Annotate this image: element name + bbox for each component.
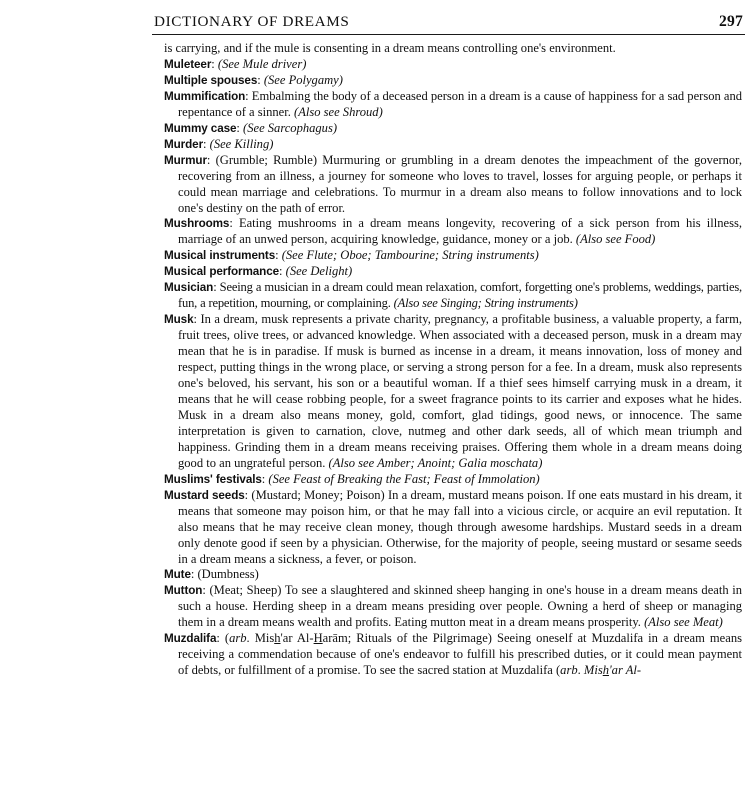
entry-body: is carrying, and if the mule is consenting in a dream means controlling one's environment. xyxy=(164,41,616,55)
headword-separator: : xyxy=(193,312,201,327)
entry-musical-performance xyxy=(164,264,742,280)
transliteration-part-b: 'ar Al- xyxy=(280,631,314,646)
entry-body: (Dumbness) xyxy=(197,567,259,582)
entry-murder xyxy=(164,137,742,153)
headword: Musk xyxy=(164,313,194,327)
underlined-h: h xyxy=(274,631,281,646)
entry-mummification xyxy=(164,89,742,121)
entry-body: (Meat; Sheep) To see a slaughtered and skinned sheep hanging in one's house in a dream means death in such a house. Herding sheep in a dream means presiding over people. Owning a herd of sheep or managing them in a dream means wealth and profits. Eating mutton meat in a dream means prosperity. xyxy=(178,583,743,630)
headword: Murder xyxy=(164,137,204,151)
transliteration-part-c: arām; Rituals of the Pilgrimage) xyxy=(322,631,497,646)
entry-muslims-festivals xyxy=(164,472,742,488)
entry-musical-instruments xyxy=(164,248,742,264)
running-head xyxy=(152,13,745,35)
headword: Musical performance xyxy=(164,265,280,279)
cross-reference: (See Delight) xyxy=(285,264,353,279)
headword-separator: : xyxy=(245,88,252,103)
headword-separator: : xyxy=(229,216,239,231)
cross-reference: (Also see Amber; Anoint; Galia moschata) xyxy=(328,455,543,470)
entry-muzdalifa xyxy=(164,631,742,679)
headword: Multiple spouses xyxy=(164,73,258,87)
tail-paren: ( xyxy=(555,663,561,678)
headword-separator: : xyxy=(190,567,198,582)
header-rule xyxy=(152,34,745,35)
headword: Muslims' festivals xyxy=(164,472,262,486)
tail-underlined-h: h xyxy=(602,663,609,678)
headword: Musician xyxy=(164,281,214,295)
entry-mutton xyxy=(164,583,742,631)
entry-mustard-seeds xyxy=(164,488,742,568)
tail-transliteration-b: 'ar Al- xyxy=(609,663,642,678)
headword: Mutton xyxy=(164,584,203,598)
tail-dot: . xyxy=(577,663,584,678)
headword-separator: : xyxy=(202,583,210,598)
cross-reference: (See Flute; Oboe; Tambourine; String instruments) xyxy=(281,248,539,263)
cross-reference: (See Sarcophagus) xyxy=(243,120,338,135)
entry-body: Seeing a musician in a dream could mean relaxation, comfort, forgetting one's problems, weddings, parties, fun, a repetition, mourning, or complaining. xyxy=(178,280,743,311)
cross-reference: (See Polygamy) xyxy=(263,72,343,87)
headword-separator: : xyxy=(206,152,216,167)
cross-reference: (See Feast of Breaking the Fast; Feast of Immolation) xyxy=(268,471,540,486)
entry-body: In a dream, musk represents a private charity, pregnancy, a profitable business, a valuable property, a farm, fruit trees, olive trees, or advanced knowledge. When associated with a deceased person, musk in a dream may mean that he is in paradise. If musk is burned as incense in a dream, it means innovation, loss of money and respect, putting things in the wrong place, or serving a strong person for a fee. In a dream, musk also represents one's beloved, his servant, his son or a beautiful woman. If a thief sees himself carrying musk in a dream, it means that he will cease robbing people, for a sweet fragrance points to its carrier and exposes what he hides. Musk in a dream also means money, gold, comfort, glad tidings, good news, or innocence. The same interpretation is given to carnation, clove, nutmeg and other dark seeds, all of which mean triumph and happiness. Grinding them in a dream means receiving praises. Offering them whole in a dream means doing good to an ungrateful person. xyxy=(178,312,742,470)
cross-reference: (Also see Meat) xyxy=(644,615,723,630)
entry-multiple-spouses xyxy=(164,73,742,89)
paren-open: ( xyxy=(224,631,230,646)
cross-reference: (See Mule driver) xyxy=(217,56,307,71)
entry-muleteer xyxy=(164,57,742,73)
headword-separator: : xyxy=(279,264,286,279)
underlined-capital-h: H xyxy=(313,631,323,646)
text-column xyxy=(164,41,742,679)
headword-separator: : xyxy=(261,471,269,486)
entry-body: (Grumble; Rumble) Murmuring or grumbling in a dream denotes the impeachment of the governor, recovering from an illness, a journey for someone who loves to travel, losses for arguing people, or perhaps it could mean marriage and celebrations. To murmur in a dream also means to follow innovations and to lock one's destiny on the path of error. xyxy=(178,152,742,215)
cross-reference: (See Killing) xyxy=(209,136,274,151)
entry-body: Embalming the body of a deceased person in a dream is a cause of happiness for a sad person and repentance of a sinner. xyxy=(178,88,743,119)
cross-reference: (Also see Singing; String instruments) xyxy=(393,296,578,311)
headword: Muleteer xyxy=(164,57,212,71)
entry-body: (Mustard; Money; Poison) In a dream, mustard means poison. If one eats mustard in his dream, it means that someone may poison him, or that he may fall into a vicious circle, or acquire an evil reputation. It also means that he may receive clean money, though through awesome hardships. Mustard seeds in a dream only denote good if seen by a physician. Otherwise, for the majority of people, seeing mustard or sesame seeds in a dream means a sickness, a fever, or poison. xyxy=(178,487,743,566)
headword-separator: : xyxy=(275,248,282,263)
headword: Mustard seeds xyxy=(164,488,245,502)
cross-reference: (Also see Shroud) xyxy=(294,104,383,119)
entry-murmur xyxy=(164,153,742,217)
headword: Mummification xyxy=(164,89,246,103)
tail-language-label-arb: arb xyxy=(560,663,578,678)
entry-musk xyxy=(164,312,742,472)
entry-mummy-case xyxy=(164,121,742,137)
language-label-arb: arb xyxy=(229,631,247,646)
headword: Mushrooms xyxy=(164,217,230,231)
entry-body: Seeing oneself at Muzdalifa in a dream means receiving a commendation because of one's endeavor to fulfill his prescribed duties, or it could mean payment of debts, or fulfillment of a promise. To see the sacred station at Muzdalifa xyxy=(178,631,742,678)
entry-continuation xyxy=(164,41,742,57)
tail-transliteration-a: Mis xyxy=(583,663,603,678)
transliteration-part-a: . Mis xyxy=(246,631,275,646)
headword-separator: : xyxy=(203,136,210,151)
headword-separator: : xyxy=(211,56,218,71)
headword: Mummy case xyxy=(164,121,237,135)
entry-mushrooms xyxy=(164,216,742,248)
entry-body: Eating mushrooms in a dream means longevity, recovering of a sick person from his illness, marriage of an unwed person, acquiring knowledge, guidance, money or a job. xyxy=(178,216,742,247)
headword-separator: : xyxy=(213,280,220,295)
headword: Mute xyxy=(164,568,191,582)
headword: Musical instruments xyxy=(164,249,276,263)
headword: Muzdalifa xyxy=(164,632,217,646)
page-number: 297 xyxy=(719,13,743,30)
cross-reference: (Also see Food) xyxy=(575,232,656,247)
headword-separator: : xyxy=(236,120,244,135)
entry-mute xyxy=(164,567,742,583)
entry-musician xyxy=(164,280,742,312)
headword: Murmur xyxy=(164,153,207,167)
headword-separator: : xyxy=(257,72,264,87)
headword-separator: : xyxy=(244,487,252,502)
running-head-title: DICTIONARY OF DREAMS xyxy=(154,13,350,30)
headword-separator: : xyxy=(216,631,225,646)
